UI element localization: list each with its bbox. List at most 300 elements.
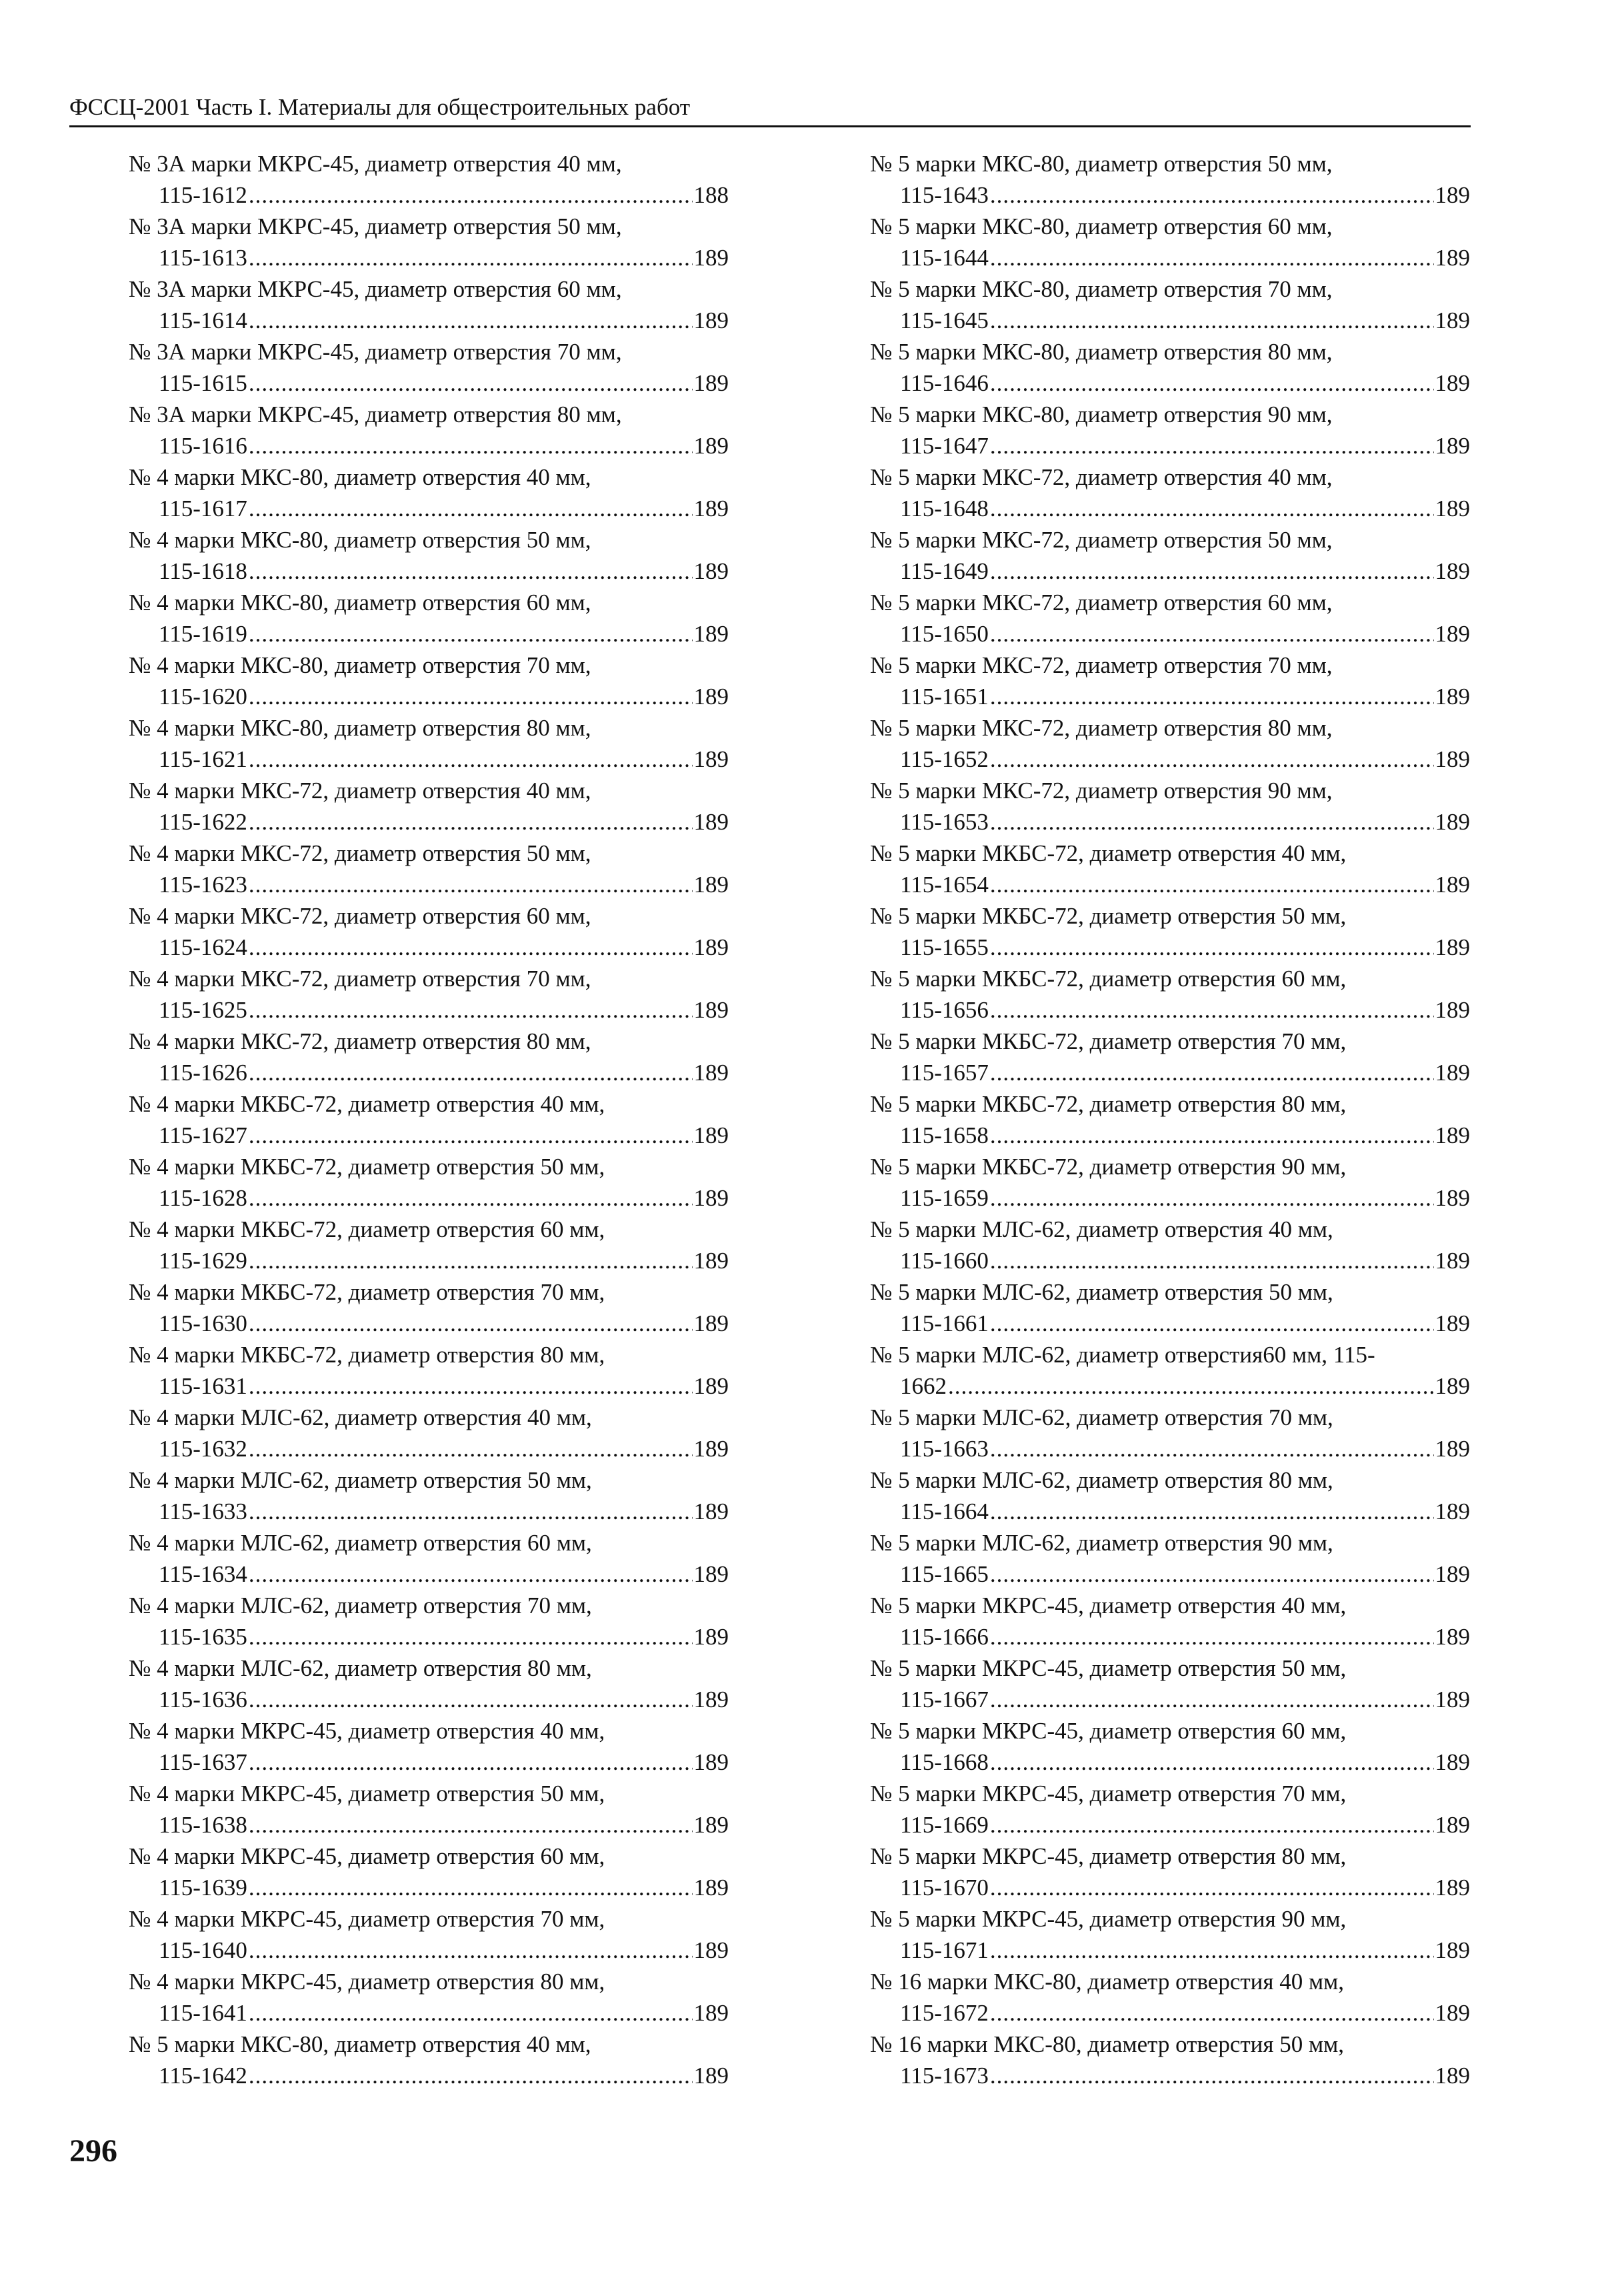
entry-description: № 5 марки МКРС-45, диаметр отверстия 90 мм, (870, 1906, 1347, 1932)
entry-code: 115-1631 (159, 1373, 247, 1399)
entry-page-number: 189 (1435, 495, 1470, 521)
entry-page-number: 189 (1435, 746, 1470, 772)
entry-description: № 16 марки МКС-80, диаметр отверстия 40 мм, (870, 1969, 1345, 1995)
entry-page-number: 189 (1435, 809, 1470, 835)
entry-code: 115-1628 (159, 1185, 247, 1211)
entry-reference-line (870, 1997, 1470, 2029)
entry-code: 115-1673 (900, 2063, 989, 2089)
entry-description: № 5 марки МКС-72, диаметр отверстия 40 мм, (870, 464, 1333, 490)
index-entry (129, 1088, 729, 1151)
entry-description: № 5 марки МКС-80, диаметр отверстия 50 мм, (870, 151, 1333, 177)
entry-code: 115-1619 (159, 621, 247, 647)
entry-page-number: 189 (693, 1875, 729, 1901)
entry-page-number: 189 (693, 1248, 729, 1274)
dot-leader (990, 179, 1434, 211)
entry-description: № 4 марки МКБС-72, диаметр отверстия 60 мм, (129, 1216, 605, 1242)
entry-reference-line (129, 994, 729, 1026)
dot-leader (249, 1621, 693, 1652)
entry-page-number: 189 (693, 1436, 729, 1462)
entry-description: № 5 марки МЛС-62, диаметр отверстия 40 мм, (870, 1216, 1333, 1242)
entry-code: 115-1635 (159, 1624, 247, 1650)
entry-code: 115-1624 (159, 934, 247, 960)
entry-code: 115-1663 (900, 1436, 989, 1462)
entry-page-number: 189 (1435, 245, 1470, 271)
index-entry (870, 1715, 1470, 1778)
entry-reference-line (870, 555, 1470, 587)
entry-reference-line (129, 1057, 729, 1088)
index-entry (870, 838, 1470, 900)
dot-leader (990, 305, 1434, 336)
dot-leader (249, 179, 693, 211)
entry-page-number: 189 (693, 997, 729, 1023)
entry-reference-line (129, 1621, 729, 1652)
index-entry (870, 1339, 1470, 1402)
index-entry (870, 587, 1470, 650)
dot-leader (990, 869, 1434, 900)
index-entry (129, 1778, 729, 1841)
entry-description: № 5 марки МКС-72, диаметр отверстия 80 мм, (870, 715, 1333, 741)
entry-reference-line (870, 2060, 1470, 2091)
index-entry (870, 211, 1470, 273)
entry-description: № 4 марки МКРС-45, диаметр отверстия 50 мм, (129, 1781, 605, 1807)
dot-leader (249, 305, 693, 336)
entry-code: 115-1658 (900, 1122, 989, 1148)
dot-leader (990, 430, 1434, 461)
entry-reference-line (870, 681, 1470, 712)
entry-page-number: 189 (693, 1561, 729, 1587)
dot-leader (249, 1872, 693, 1903)
entry-reference-line (129, 1684, 729, 1715)
entry-description: № 4 марки МКС-80, диаметр отверстия 70 мм, (129, 652, 591, 678)
entry-description: № 5 марки МКС-72, диаметр отверстия 70 мм, (870, 652, 1333, 678)
entry-page-number: 189 (1435, 370, 1470, 396)
dot-leader (249, 1747, 693, 1778)
entry-reference-line (129, 681, 729, 712)
dot-leader (249, 1433, 693, 1464)
entry-page-number: 189 (1435, 1436, 1470, 1462)
entry-code: 115-1639 (159, 1875, 247, 1901)
index-entry (870, 963, 1470, 1026)
index-entry (129, 838, 729, 900)
dot-leader (990, 242, 1434, 273)
entry-description: № 4 марки МЛС-62, диаметр отверстия 70 мм, (129, 1592, 592, 1618)
entry-reference-line (129, 1558, 729, 1590)
entry-page-number: 189 (1435, 1561, 1470, 1587)
entry-description: № 4 марки МКС-72, диаметр отверстия 80 мм, (129, 1028, 591, 1054)
dot-leader (249, 1182, 693, 1214)
entry-reference-line (870, 367, 1470, 399)
dot-leader (990, 681, 1434, 712)
entry-code: 115-1629 (159, 1248, 247, 1274)
index-entry (870, 148, 1470, 211)
entry-reference-line (129, 2060, 729, 2091)
entry-page-number: 189 (1435, 621, 1470, 647)
dot-leader (990, 493, 1434, 524)
index-entry (129, 461, 729, 524)
entry-reference-line (129, 179, 729, 211)
entry-page-number: 189 (693, 1624, 729, 1650)
entry-page-number: 189 (1435, 307, 1470, 333)
index-entry (129, 775, 729, 838)
dot-leader (990, 1684, 1434, 1715)
entry-reference-line (870, 932, 1470, 963)
entry-code: 115-1670 (900, 1875, 989, 1901)
entry-description: № 5 марки МКРС-45, диаметр отверстия 60 мм, (870, 1718, 1347, 1744)
entry-page-number: 188 (693, 182, 729, 208)
entry-reference-line (129, 932, 729, 963)
entry-description: № 5 марки МКБС-72, диаметр отверстия 80 мм, (870, 1091, 1347, 1117)
entry-page-number: 189 (1435, 2000, 1470, 2026)
entry-description: № 4 марки МКРС-45, диаметр отверстия 60 мм, (129, 1843, 605, 1869)
dot-leader (249, 1057, 693, 1088)
entry-page-number: 189 (1435, 2063, 1470, 2089)
index-entry (129, 1026, 729, 1088)
entry-page-number: 189 (693, 433, 729, 459)
dot-leader (990, 1308, 1434, 1339)
entry-page-number: 189 (1435, 934, 1470, 960)
entry-description: № 4 марки МКС-80, диаметр отверстия 50 мм, (129, 527, 591, 553)
entry-description: № 3А марки МКРС-45, диаметр отверстия 40 мм, (129, 151, 622, 177)
dot-leader (990, 744, 1434, 775)
entry-code: 115-1643 (900, 182, 989, 208)
entry-page-number: 189 (693, 495, 729, 521)
dot-leader (990, 932, 1434, 963)
entry-reference-line (129, 618, 729, 650)
index-entry (129, 963, 729, 1026)
index-entry (129, 524, 729, 587)
entry-code: 115-1636 (159, 1686, 247, 1712)
dot-leader (990, 1747, 1434, 1778)
page-number: 296 (69, 2133, 117, 2169)
dot-leader (249, 2060, 693, 2091)
entry-code: 115-1656 (900, 997, 989, 1023)
dot-leader (990, 1120, 1434, 1151)
entry-code: 115-1669 (900, 1812, 989, 1838)
entry-reference-line (870, 869, 1470, 900)
index-entry (870, 1026, 1470, 1088)
dot-leader (249, 1997, 693, 2029)
dot-leader (990, 1057, 1434, 1088)
entry-code: 115-1655 (900, 934, 989, 960)
entry-code: 115-1660 (900, 1248, 989, 1274)
entry-reference-line (129, 869, 729, 900)
index-entry (870, 1841, 1470, 1903)
entry-description: № 4 марки МКС-72, диаметр отверстия 60 мм, (129, 903, 591, 929)
entry-description: № 5 марки МКС-72, диаметр отверстия 50 мм, (870, 527, 1333, 553)
entry-reference-line (129, 1433, 729, 1464)
entry-code: 115-1617 (159, 495, 247, 521)
entry-description: № 16 марки МКС-80, диаметр отверстия 50 мм, (870, 2031, 1345, 2057)
entry-description: № 5 марки МКБС-72, диаметр отверстия 40 мм, (870, 840, 1347, 866)
entry-description: № 4 марки МКБС-72, диаметр отверстия 40 мм, (129, 1091, 605, 1117)
index-entry (129, 1652, 729, 1715)
entry-reference-line (129, 1245, 729, 1276)
entry-page-number: 189 (1435, 872, 1470, 898)
entry-description: № 4 марки МКБС-72, диаметр отверстия 80 мм, (129, 1342, 605, 1368)
entry-description: № 5 марки МЛС-62, диаметр отверстия 70 мм, (870, 1404, 1333, 1430)
entry-reference-line (870, 1558, 1470, 1590)
dot-leader (990, 2060, 1434, 2091)
entry-reference-line (870, 806, 1470, 838)
entry-reference-line (870, 493, 1470, 524)
entry-code: 115-1612 (159, 182, 247, 208)
index-entry (129, 900, 729, 963)
entry-code: 115-1649 (900, 558, 989, 584)
index-entry (870, 1151, 1470, 1214)
entry-page-number: 189 (1435, 1686, 1470, 1712)
entry-page-number: 189 (1435, 1248, 1470, 1274)
entry-page-number: 189 (1435, 1373, 1470, 1399)
entry-description: № 4 марки МЛС-62, диаметр отверстия 60 мм, (129, 1530, 592, 1556)
entry-page-number: 189 (1435, 1310, 1470, 1336)
entry-description: № 5 марки МКС-80, диаметр отверстия 80 мм, (870, 339, 1333, 365)
entry-page-number: 189 (1435, 997, 1470, 1023)
entry-page-number: 189 (693, 1060, 729, 1086)
dot-leader (990, 555, 1434, 587)
entry-description: № 5 марки МКРС-45, диаметр отверстия 80 мм, (870, 1843, 1347, 1869)
dot-leader (990, 618, 1434, 650)
dot-leader (990, 367, 1434, 399)
entry-reference-line (129, 1308, 729, 1339)
index-entry (870, 1652, 1470, 1715)
entry-reference-line (870, 1809, 1470, 1841)
index-entry (129, 1276, 729, 1339)
index-entry (129, 1402, 729, 1464)
entry-description: № 5 марки МЛС-62, диаметр отверстия 90 мм, (870, 1530, 1333, 1556)
entry-code: 1662 (900, 1373, 947, 1399)
index-entry (870, 1590, 1470, 1652)
entry-code: 115-1653 (900, 809, 989, 835)
entry-reference-line (870, 744, 1470, 775)
entry-description: № 4 марки МКС-72, диаметр отверстия 50 мм, (129, 840, 591, 866)
dot-leader (249, 806, 693, 838)
entry-reference-line (129, 1496, 729, 1527)
index-entry (870, 1214, 1470, 1276)
index-entry (870, 1402, 1470, 1464)
entry-reference-line (870, 179, 1470, 211)
index-entry (870, 712, 1470, 775)
entry-page-number: 189 (693, 1498, 729, 1524)
entry-page-number: 189 (693, 621, 729, 647)
entry-code: 115-1622 (159, 809, 247, 835)
dot-leader (249, 367, 693, 399)
entry-page-number: 189 (1435, 1498, 1470, 1524)
entry-page-number: 189 (693, 2063, 729, 2089)
entry-description: № 4 марки МКС-80, диаметр отверстия 80 мм, (129, 715, 591, 741)
index-entry (870, 273, 1470, 336)
entry-page-number: 189 (1435, 558, 1470, 584)
index-entry (129, 399, 729, 461)
entry-code: 115-1646 (900, 370, 989, 396)
entry-page-number: 189 (693, 558, 729, 584)
index-entry (870, 1464, 1470, 1527)
entry-reference-line (129, 493, 729, 524)
index-entry (129, 1151, 729, 1214)
entry-code: 115-1613 (159, 245, 247, 271)
entry-description: № 5 марки МКБС-72, диаметр отверстия 70 мм, (870, 1028, 1347, 1054)
entry-code: 115-1645 (900, 307, 989, 333)
entry-description: № 4 марки МКС-72, диаметр отверстия 70 мм, (129, 966, 591, 992)
entry-description: № 4 марки МЛС-62, диаметр отверстия 50 мм, (129, 1467, 592, 1493)
dot-leader (249, 932, 693, 963)
dot-leader (249, 1245, 693, 1276)
entry-code: 115-1654 (900, 872, 989, 898)
entry-code: 115-1648 (900, 495, 989, 521)
entry-description: № 4 марки МКБС-72, диаметр отверстия 70 мм, (129, 1279, 605, 1305)
entry-code: 115-1637 (159, 1749, 247, 1775)
index-entry (129, 1841, 729, 1903)
entry-code: 115-1641 (159, 2000, 247, 2026)
entry-code: 115-1634 (159, 1561, 247, 1587)
entry-code: 115-1625 (159, 997, 247, 1023)
index-entry (870, 1276, 1470, 1339)
entry-page-number: 189 (693, 1185, 729, 1211)
entry-description: № 3А марки МКРС-45, диаметр отверстия 50 мм, (129, 213, 622, 239)
entry-code: 115-1659 (900, 1185, 989, 1211)
dot-leader (990, 1245, 1434, 1276)
entry-page-number: 189 (1435, 1875, 1470, 1901)
entry-page-number: 189 (1435, 433, 1470, 459)
dot-leader (249, 1935, 693, 1966)
entry-reference-line (870, 1935, 1470, 1966)
index-entry (129, 650, 729, 712)
entry-reference-line (870, 1747, 1470, 1778)
entry-description: № 5 марки МКС-80, диаметр отверстия 60 мм, (870, 213, 1333, 239)
entry-page-number: 189 (693, 1686, 729, 1712)
entry-description: № 4 марки МКРС-45, диаметр отверстия 70 мм, (129, 1906, 605, 1932)
entry-reference-line (870, 1308, 1470, 1339)
dot-leader (249, 1120, 693, 1151)
entry-code: 115-1664 (900, 1498, 989, 1524)
running-header: ФССЦ-2001 Часть I. Материалы для общестроительных работ (69, 92, 1471, 127)
index-entry (870, 900, 1470, 963)
entry-reference-line (129, 1182, 729, 1214)
dot-leader (249, 1684, 693, 1715)
entry-description: № 5 марки МКРС-45, диаметр отверстия 70 мм, (870, 1781, 1347, 1807)
entry-code: 115-1620 (159, 684, 247, 710)
dot-leader (249, 1496, 693, 1527)
entry-description: № 5 марки МКРС-45, диаметр отверстия 50 мм, (870, 1655, 1347, 1681)
index-entry (870, 461, 1470, 524)
index-entry (129, 273, 729, 336)
entry-reference-line (129, 1370, 729, 1402)
dot-leader (249, 493, 693, 524)
entry-code: 115-1632 (159, 1436, 247, 1462)
entry-page-number: 189 (1435, 1749, 1470, 1775)
entry-reference-line (129, 1935, 729, 1966)
entry-reference-line (870, 1684, 1470, 1715)
entry-page-number: 189 (1435, 1060, 1470, 1086)
entry-reference-line (870, 305, 1470, 336)
entry-code: 115-1650 (900, 621, 989, 647)
index-entry (129, 1966, 729, 2029)
entry-code: 115-1621 (159, 746, 247, 772)
index-entry (870, 775, 1470, 838)
entry-code: 115-1633 (159, 1498, 247, 1524)
entry-page-number: 189 (1435, 182, 1470, 208)
entry-page-number: 189 (693, 809, 729, 835)
entry-description: № 4 марки МКРС-45, диаметр отверстия 80 мм, (129, 1969, 605, 1995)
entry-code: 115-1638 (159, 1812, 247, 1838)
entry-page-number: 189 (693, 307, 729, 333)
entry-reference-line (129, 1872, 729, 1903)
entry-reference-line (129, 555, 729, 587)
entry-page-number: 189 (693, 2000, 729, 2026)
entry-code: 115-1644 (900, 245, 989, 271)
entry-page-number: 189 (693, 872, 729, 898)
entry-description: № 3А марки МКРС-45, диаметр отверстия 80 мм, (129, 401, 622, 427)
index-entry (870, 336, 1470, 399)
entry-reference-line (870, 1057, 1470, 1088)
entry-reference-line (870, 1496, 1470, 1527)
entry-reference-line (870, 1182, 1470, 1214)
index-entry (870, 1778, 1470, 1841)
entry-code: 115-1615 (159, 370, 247, 396)
index-entry (870, 1527, 1470, 1590)
dot-leader (948, 1370, 1434, 1402)
dot-leader (249, 1308, 693, 1339)
entry-reference-line (129, 806, 729, 838)
index-entry (870, 1088, 1470, 1151)
dot-leader (990, 806, 1434, 838)
entry-code: 115-1661 (900, 1310, 989, 1336)
dot-leader (249, 1558, 693, 1590)
entry-page-number: 189 (693, 1310, 729, 1336)
entry-reference-line (870, 1245, 1470, 1276)
entry-description: № 5 марки МКС-80, диаметр отверстия 90 мм, (870, 401, 1333, 427)
entry-page-number: 189 (1435, 1122, 1470, 1148)
entry-page-number: 189 (1435, 1624, 1470, 1650)
entry-page-number: 189 (1435, 684, 1470, 710)
entry-description: № 5 марки МКРС-45, диаметр отверстия 40 мм, (870, 1592, 1347, 1618)
entry-page-number: 189 (1435, 1812, 1470, 1838)
dot-leader (990, 994, 1434, 1026)
entry-description: № 5 марки МКБС-72, диаметр отверстия 90 мм, (870, 1154, 1347, 1180)
index-entry (129, 1339, 729, 1402)
index-entry (129, 1903, 729, 1966)
entry-page-number: 189 (693, 1373, 729, 1399)
index-entry (870, 2029, 1470, 2091)
index-column-left (129, 148, 729, 2091)
entry-code: 115-1642 (159, 2063, 247, 2089)
entry-code: 115-1616 (159, 433, 247, 459)
entry-reference-line (129, 1747, 729, 1778)
entry-code: 115-1626 (159, 1060, 247, 1086)
entry-code: 115-1630 (159, 1310, 247, 1336)
entry-description: № 4 марки МКРС-45, диаметр отверстия 40 мм, (129, 1718, 605, 1744)
dot-leader (990, 1935, 1434, 1966)
entry-code: 115-1618 (159, 558, 247, 584)
entry-description: № 4 марки МКБС-72, диаметр отверстия 50 мм, (129, 1154, 605, 1180)
dot-leader (249, 242, 693, 273)
entry-description: № 5 марки МКС-80, диаметр отверстия 70 мм, (870, 276, 1333, 302)
entry-page-number: 189 (693, 746, 729, 772)
index-entry (129, 712, 729, 775)
entry-description: № 4 марки МЛС-62, диаметр отверстия 40 мм, (129, 1404, 592, 1430)
entry-code: 115-1671 (900, 1937, 989, 1963)
entry-code: 115-1665 (900, 1561, 989, 1587)
entry-description: № 5 марки МКБС-72, диаметр отверстия 50 мм, (870, 903, 1347, 929)
index-entry (129, 2029, 729, 2091)
index-entry (870, 399, 1470, 461)
entry-description: № 5 марки МКС-80, диаметр отверстия 40 мм, (129, 2031, 591, 2057)
entry-reference-line (129, 242, 729, 273)
index-entry (129, 1214, 729, 1276)
entry-code: 115-1672 (900, 2000, 989, 2026)
dot-leader (249, 1370, 693, 1402)
entry-description: № 5 марки МЛС-62, диаметр отверстия60 мм, 115- (870, 1342, 1375, 1368)
index-entry (129, 1715, 729, 1778)
